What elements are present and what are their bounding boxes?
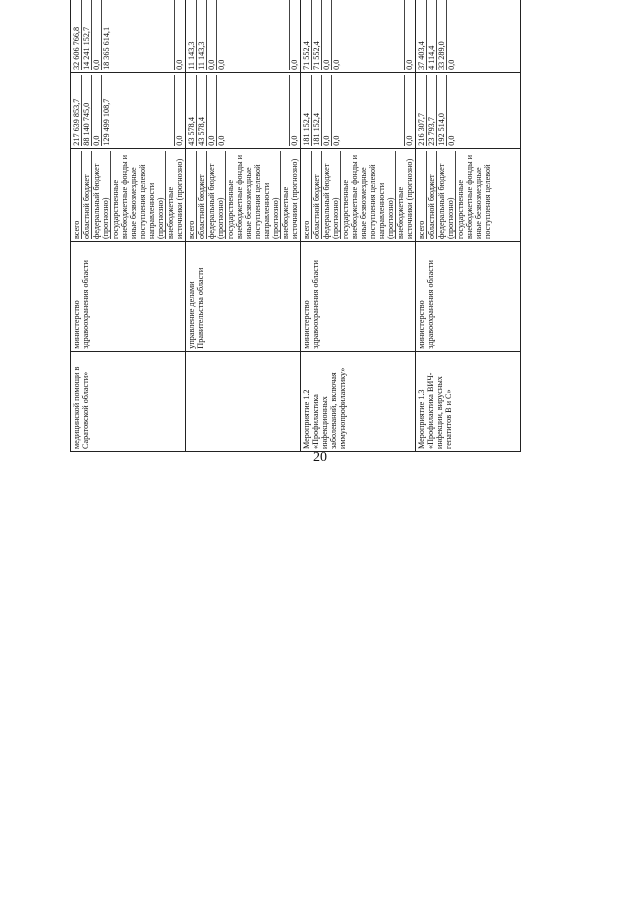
amount-value: 43 578,4	[187, 75, 197, 146]
amount-value: 11 143,3	[187, 0, 197, 70]
amount-value: 0,0	[322, 0, 332, 70]
funding-source-cell	[186, 148, 301, 241]
funding-source-label: внебюджетные источники (прогнозно)	[166, 158, 184, 240]
value-cell	[186, 0, 301, 72]
table-row	[71, 0, 186, 452]
funding-source-label: всего	[72, 151, 82, 239]
responsible-cell: министерство здравоохранения области	[416, 242, 521, 352]
funding-source-label: областной бюджет	[427, 151, 437, 239]
amount-value: 14 241 152,7	[82, 0, 92, 70]
amount-value: 18 365 614,1	[102, 0, 175, 70]
amount-value: 181 152,4	[302, 75, 312, 146]
amount-value: 0,0	[217, 0, 290, 70]
amount-value: 0,0	[92, 0, 102, 70]
budget-table	[70, 0, 521, 452]
value-cell	[301, 72, 416, 148]
amount-value: 33 289,0	[437, 0, 447, 70]
amount-value: 0,0	[322, 75, 332, 146]
amount-value: 0,0	[447, 59, 456, 70]
amount-value: 0,0	[332, 0, 405, 70]
value-cell	[416, 0, 521, 72]
funding-source-cell	[416, 148, 521, 241]
amount-value: 0,0	[92, 75, 102, 146]
funding-source-label: федеральный бюджет (прогнозно)	[207, 151, 226, 239]
amount-value: 0,0	[290, 135, 299, 146]
value-cell	[186, 72, 301, 148]
funding-source-label: государственные внебюджетные фонды и иные безвозмездные поступления целевой направленности (прогнозно)	[111, 151, 166, 239]
amount-value: 0,0	[332, 75, 405, 146]
amount-value: 0,0	[217, 75, 290, 146]
funding-source-label: областной бюджет	[197, 151, 207, 239]
amount-value: 0,0	[175, 135, 184, 146]
amount-value: 217 639 853,7	[72, 75, 82, 146]
activity-name-cell: Мероприятие 1.3 «Профилактика ВИЧ-инфекции, вирусных гепатитов В и С»	[416, 351, 521, 451]
funding-source-label: всего	[302, 151, 312, 239]
funding-source-label: внебюджетные источники (прогнозно)	[281, 158, 299, 240]
funding-source-label: государственные внебюджетные фонды и иные безвозмездные поступления целевой	[456, 154, 492, 240]
amount-value: 71 552,4	[312, 0, 322, 70]
amount-value: 23 793,7	[427, 75, 437, 146]
value-cell	[71, 0, 186, 72]
table-row	[186, 0, 301, 452]
value-cell	[301, 0, 416, 72]
value-cell	[416, 72, 521, 148]
funding-source-label: государственные внебюджетные фонды и иные безвозмездные поступления целевой направленности (прогнозно)	[341, 151, 396, 239]
amount-value: 88 140 745,0	[82, 75, 92, 146]
amount-value: 192 514,0	[437, 75, 447, 146]
amount-value: 216 307,7	[417, 75, 427, 146]
activity-name-cell	[186, 351, 301, 451]
funding-source-label: государственные внебюджетные фонды и иные безвозмездные поступления целевой направленности (прогнозно)	[226, 151, 281, 239]
funding-source-label: федеральный бюджет (прогнозно)	[437, 151, 456, 239]
funding-source-label: федеральный бюджет (прогнозно)	[322, 151, 341, 239]
funding-source-label: областной бюджет	[312, 151, 322, 239]
amount-value: 4 114,4	[427, 0, 437, 70]
activity-name-cell: медицинской помощи в Саратовской области»	[71, 351, 186, 451]
amount-value: 37 403,4	[417, 0, 427, 70]
amount-value: 71 552,4	[302, 0, 312, 70]
amount-value: 0,0	[447, 135, 456, 146]
value-cell	[71, 72, 186, 148]
funding-source-label: федеральный бюджет (прогнозно)	[92, 151, 111, 239]
amount-value: 11 143,3	[197, 0, 207, 70]
funding-source-cell	[301, 148, 416, 241]
table-row	[416, 0, 521, 452]
activity-name-cell: Мероприятие 1.2 «Профилактика инфекционных заболеваний, включая иммунопрофилактику»	[301, 351, 416, 451]
table-row	[301, 0, 416, 452]
amount-value: 0,0	[290, 59, 299, 70]
responsible-cell: министерство здравоохранения области	[71, 242, 186, 352]
responsible-cell: управление делами Правительства области	[186, 242, 301, 352]
amount-value: 0,0	[405, 135, 414, 146]
funding-source-cell	[71, 148, 186, 241]
funding-source-label: областной бюджет	[82, 151, 92, 239]
amount-value: 32 606 766,8	[72, 0, 82, 70]
amount-value: 181 152,4	[312, 75, 322, 146]
page-number: 20	[313, 450, 327, 465]
responsible-cell: министерство здравоохранения области	[301, 242, 416, 352]
budget-table-sheet	[70, 0, 570, 452]
amount-value: 129 499 108,7	[102, 75, 175, 146]
amount-value: 0,0	[175, 59, 184, 70]
funding-source-label: всего	[417, 151, 427, 239]
amount-value: 43 578,4	[197, 75, 207, 146]
amount-value: 0,0	[207, 0, 217, 70]
amount-value: 0,0	[405, 59, 414, 70]
funding-source-label: всего	[187, 151, 197, 239]
amount-value: 0,0	[207, 75, 217, 146]
funding-source-label: внебюджетные источники (прогнозно)	[396, 158, 414, 240]
